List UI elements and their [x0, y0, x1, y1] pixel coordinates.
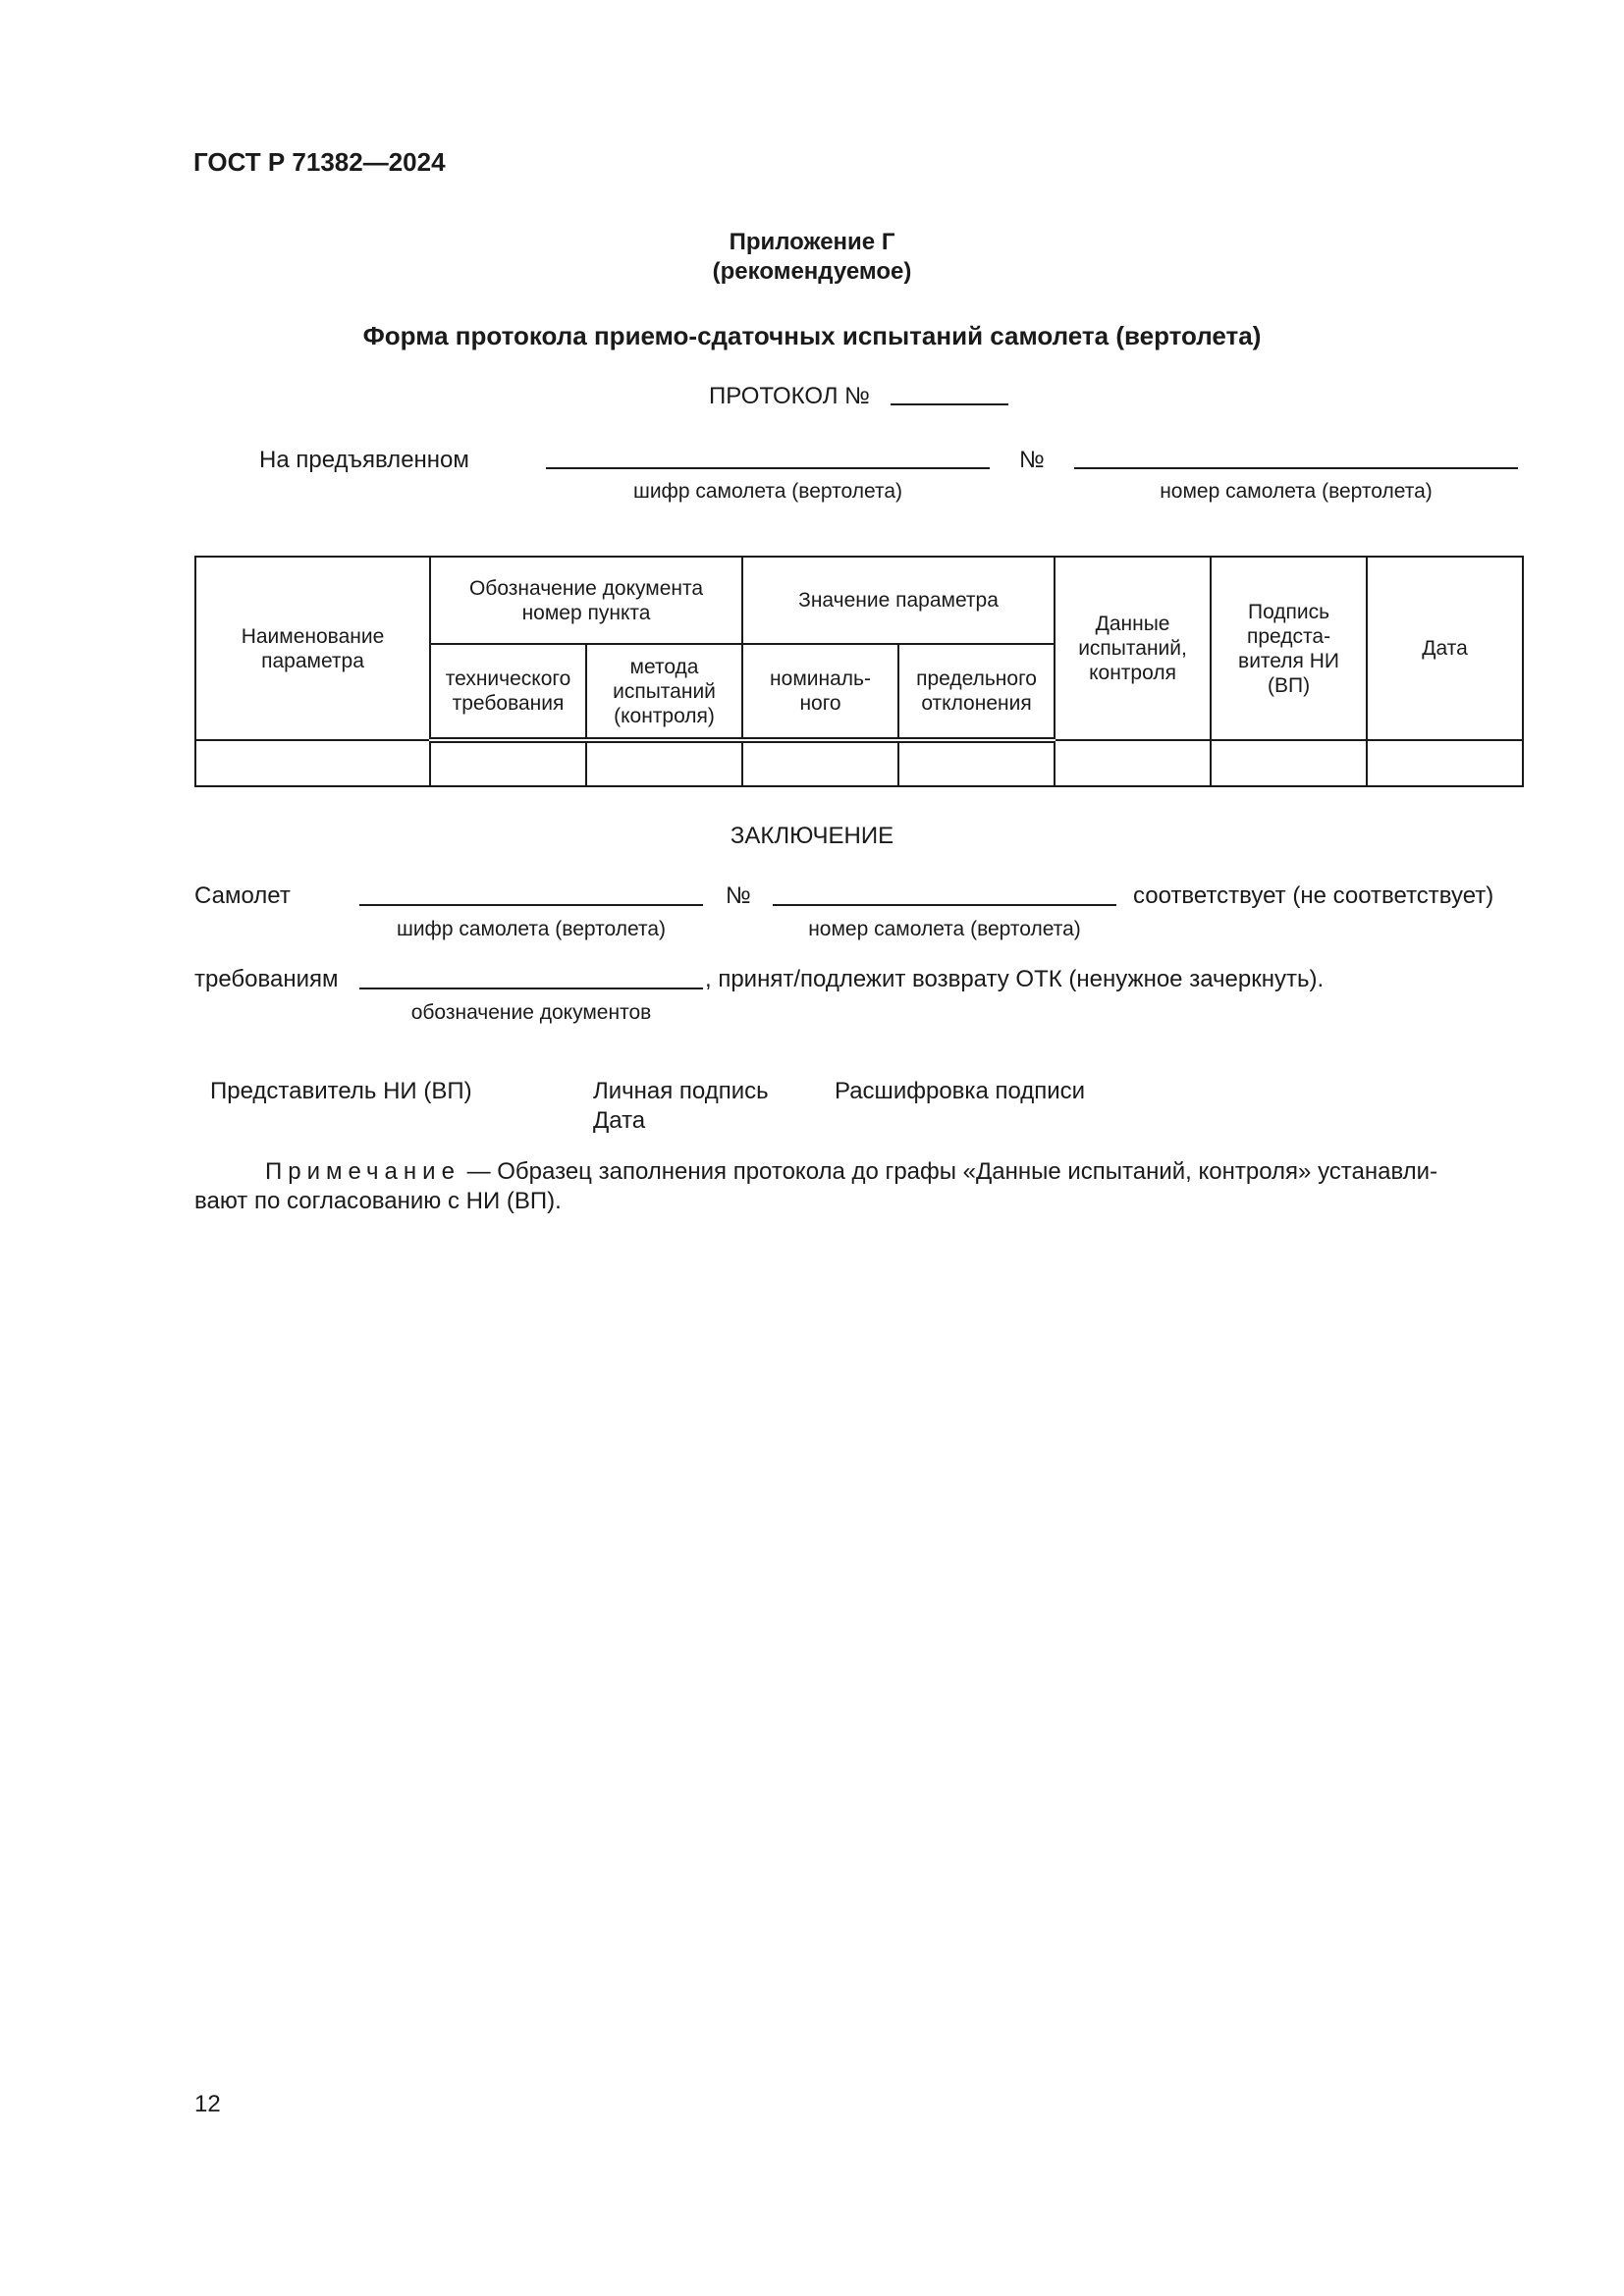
subheader-deviation: предельного отклонения: [898, 644, 1055, 740]
transcript-label: Расшифровка подписи: [835, 1078, 1086, 1104]
accepted-text: , принят/подлежит возврату ОТК (ненужное зачеркнуть).: [705, 966, 1325, 992]
header-param-name: Наименование параметра: [195, 557, 430, 740]
table-cell[interactable]: [586, 740, 742, 786]
header-signature: Подпись предста- вителя НИ (ВП): [1211, 557, 1367, 740]
form-title: Форма протокола приемо-сдаточных испытаний самолета (вертолета): [362, 321, 1262, 350]
standard-header: ГОСТ Р 71382—2024: [193, 147, 446, 177]
protocol-table: [194, 556, 1524, 787]
header-param-value: Значение параметра: [742, 557, 1055, 644]
conclusion-number-field[interactable]: [773, 904, 1116, 906]
subheader-tech-requirement: технического требования: [430, 644, 586, 740]
documents-caption: обозначение документов: [410, 1001, 652, 1024]
header-test-data: Данные испытаний, контроля: [1055, 557, 1211, 740]
note-text-line2: вают по согласованию с НИ (ВП).: [194, 1188, 562, 1214]
documents-field[interactable]: [359, 988, 703, 989]
table-cell[interactable]: [430, 740, 586, 786]
page-number: 12: [194, 2091, 221, 2117]
requirements-label: требованиям: [194, 966, 339, 992]
table-cell[interactable]: [1211, 740, 1367, 786]
protocol-number-field[interactable]: [891, 403, 1008, 405]
appendix-title: Приложение Г: [729, 229, 895, 255]
table-cell[interactable]: [898, 740, 1055, 786]
personal-signature-label: Личная подпись: [593, 1078, 769, 1104]
conclusion-number-sign: №: [726, 882, 751, 909]
aircraft-number-field[interactable]: [1074, 467, 1518, 469]
cipher-caption: шифр самолета (вертолета): [632, 480, 903, 503]
note-text-line1: — Образец заполнения протокола до графы «Данные испытаний, контроля» устанавли-: [466, 1158, 1438, 1185]
note-label: Примечание: [265, 1158, 460, 1185]
aircraft-cipher-field[interactable]: [546, 467, 990, 469]
subheader-test-method: метода испытаний (контроля): [586, 644, 742, 740]
representative-label: Представитель НИ (ВП): [210, 1078, 472, 1104]
complies-text: соответствует (не соответствует): [1133, 882, 1494, 909]
table-cell[interactable]: [742, 740, 898, 786]
table-cell[interactable]: [1055, 740, 1211, 786]
conclusion-heading: ЗАКЛЮЧЕНИЕ: [730, 823, 894, 849]
header-date: Дата: [1367, 557, 1523, 740]
protocol-label: ПРОТОКОЛ №: [709, 383, 870, 409]
table-cell[interactable]: [195, 740, 430, 786]
subheader-nominal: номиналь- ного: [742, 644, 898, 740]
header-doc-designation: Обозначение документа номер пункта: [430, 557, 742, 644]
number-sign: №: [1019, 447, 1045, 473]
date-label: Дата: [593, 1107, 646, 1134]
conclusion-number-caption: номер самолета (вертолета): [808, 918, 1081, 940]
presented-label: На предъявленном: [259, 447, 469, 473]
number-caption: номер самолета (вертолета): [1160, 480, 1433, 503]
note: [194, 1158, 1518, 1215]
table-cell[interactable]: [1367, 740, 1523, 786]
conclusion-cipher-field[interactable]: [359, 904, 703, 906]
aircraft-label: Самолет: [194, 882, 291, 909]
conclusion-cipher-caption: шифр самолета (вертолета): [396, 918, 667, 940]
appendix-subtitle: (рекомендуемое): [712, 258, 912, 285]
table-row: [195, 740, 1523, 786]
